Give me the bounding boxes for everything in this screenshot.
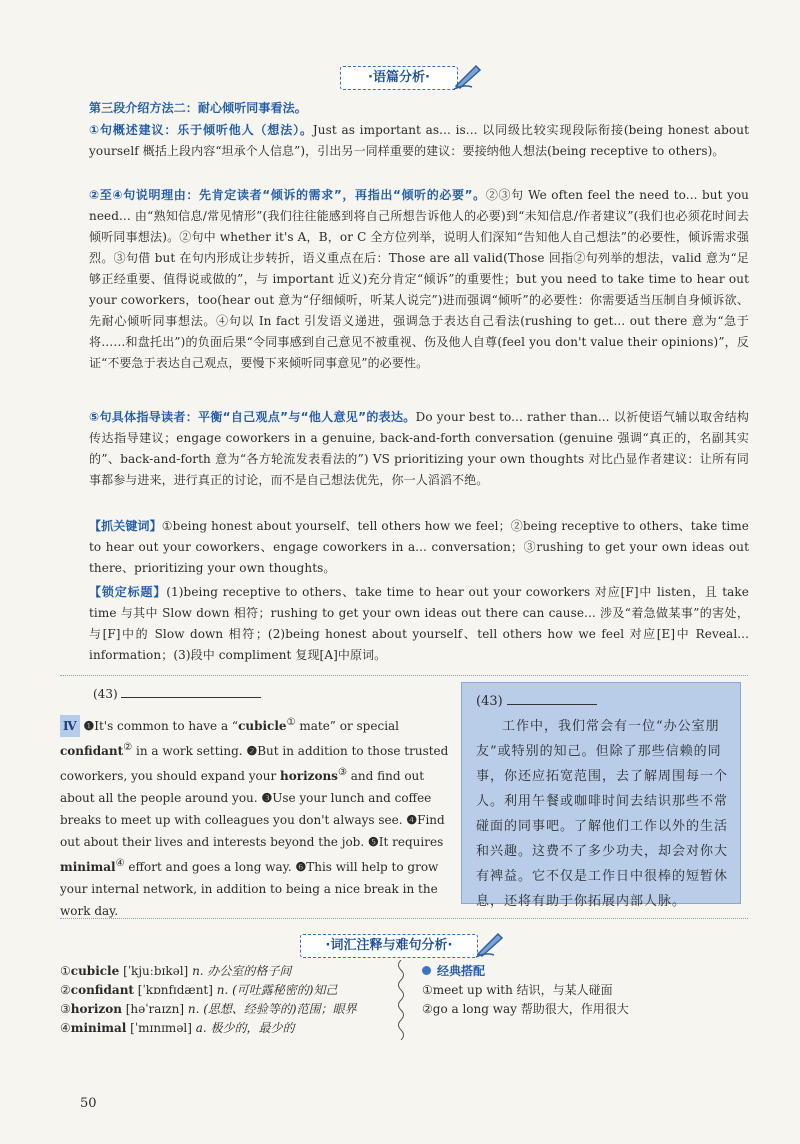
sentence-4: Find out about their lives and interests beyond the job. [60, 813, 445, 849]
section-header-vocab: ·词汇注释与难句分析· [300, 934, 478, 958]
sentence-3-marker: ❸ [261, 791, 273, 805]
keywords-lead: 【抓关键词】 [89, 519, 162, 533]
sentence-1c: in a work setting. [132, 744, 243, 758]
title-lock-text: (1)being receptive to others、take time to hear out your coworkers 对应[F]中 listen，且 take time 与其中 Slow down 相符；rushing to get your own ideas out there can cause... 涉及“着急做某事”的害处，与[F]中的 Slow down 相符；(2)being honest about yourself、tell others how we feel 对应[E]中 Reveal... information；(3)段中 compliment 复现[A]中原词。 [89, 585, 749, 662]
vocab-list [60, 962, 400, 1038]
collocation-item: ②go a long way 帮助很大，作用很大 [422, 1002, 629, 1016]
answer-blank[interactable] [121, 697, 261, 698]
vocab-item: ④minimal [ˈmɪnɪməl] a. 极少的，最少的 [60, 1021, 295, 1035]
sentence-6-marker: ❻ [295, 860, 307, 874]
wavy-divider [396, 960, 406, 1040]
translation-box [461, 682, 741, 909]
para-1-lead: ①句概述建议：乐于倾听他人（想法）。 [89, 123, 313, 137]
para-3-lead: ⑤句具体指导读者：平衡“自己观点”与“他人意见”的表达。 [89, 410, 416, 424]
bullet-icon [422, 966, 431, 975]
page-number: 50 [80, 1096, 97, 1111]
collocation-item: ①meet up with 结识，与某人碰面 [422, 983, 613, 997]
para-2-text: ②③句 We often feel the need to... but you need... 由“熟知信息/常见情形”(我们往往能感到将自己所想告诉他人的必要)到“未知信息/作者建议”(我们也必须花时间去倾听同事想法)。②句中 whether it's A，B，or C 全方位列举，说明人们深知“告知他人自己想法”的必要性，倾诉需求强烈。③句借 but 在句内形成让步转折，语义重点在后：Those are all valid(Those 回指②句列举的想法，valid 意为“足够正经重要、值得说或做的”，与 important 近义)充分肯定“倾诉”的重要性；but you need to take time to hear out your coworkers，too(hear out 意为“仔细倾听，听某人说完”)进而强调“倾听”的必要性：你需要适当压制自身倾诉欲、先耐心倾听同事想法。④句以 In fact 引发语义递进，强调急于表达自己看法(rushing to get... out there 意为“急于将……和盘托出”)的负面后果“令同事感到自己意见不被重视、伤及他人自尊(feel you don't value their opinions)”，反证“不要急于表达自己观点，要慢下来倾听同事意见”的必要性。 [89, 188, 749, 370]
sentence-5-marker: ❺ [368, 835, 379, 849]
question-43 [93, 687, 261, 701]
question-43-label: (43) [93, 687, 118, 701]
vocab-item: ③horizon [həˈraɪzn] n. (思想、经验等的)范围；眼界 [60, 1002, 357, 1016]
sentence-3: Use your lunch and coffee breaks to meet up with colleagues you don't always see. [60, 791, 432, 827]
keywords-text: ①being honest about yourself、tell others how we feel；②being receptive to others、take time to hear out your coworkers、engage coworkers in a... conversation；③rushing to get your own ideas out there、prioritizing your own thoughts。 [89, 519, 749, 575]
sentence-4-marker: ❹ [406, 813, 418, 827]
sentence-2: But in addition to those trusted coworkers, you should expand your [60, 744, 449, 783]
analysis-para-3 [89, 407, 749, 491]
word-horizons: horizons [280, 769, 338, 783]
sentence-5: It requires [378, 835, 444, 849]
title-lock-lead: 【锁定标题】 [89, 585, 167, 599]
sentence-2b: and find out about all the people around you. [60, 769, 425, 805]
pen-icon [474, 928, 508, 958]
sentence-1b: mate” or special [295, 719, 400, 733]
sentence-1: It's common to have a “ [94, 719, 239, 733]
word-confidant: confidant [60, 744, 124, 758]
paragraph-heading: 第三段介绍方法二：耐心倾听同事看法。 [89, 101, 307, 115]
sentence-6: This will help to grow your internal network, in addition to being a nice break in the work day. [60, 860, 439, 918]
translation-text: 工作中，我们常会有一位“办公室朋友”或特别的知己。但除了那些信赖的同事，你还应拓宽范围，去了解周围每一个人。利用午餐或咖啡时间去结识那些不常碰面的同事吧。了解他们工作以外的生活和兴趣。这费不了多少功夫，却会对你大有裨益。它不仅是工作日中很棒的短暂休息，还将有助于你拓展内部人脉。 [476, 719, 729, 909]
divider [60, 675, 748, 676]
collocation-title: 经典搭配 [422, 962, 752, 981]
divider-2 [60, 918, 748, 919]
translation-label: (43) [476, 689, 732, 714]
vocab-item: ②confidant [ˈkɒnfɪdænt] n. (可吐露秘密的)知己 [60, 983, 338, 997]
word-minimal: minimal [60, 860, 116, 874]
sentence-1-marker: ❶ [83, 719, 95, 733]
vocab-item: ①cubicle [ˈkjuːbɪkəl] n. 办公室的格子间 [60, 964, 292, 978]
passage-paragraph: Ⅳ ❶It's common to have a “cubicle① mate” or special confidant② in a work setting. ❷But in addition to those trusted coworkers, you should expand your horizons③ and find out about all the people around you. ❸Use your lunch and coffee breaks to meet up with colleagues you don't always see. ❹Find out about their lives and interests beyond the job. ❺It requires minimal④ effort and goes a long way. ❻This will help to grow your internal network, in addition to being a nice break in the work day. [60, 717, 449, 918]
analysis-para-2 [89, 185, 749, 374]
word-cubicle: cubicle [238, 719, 287, 733]
collocation-section [422, 962, 752, 1019]
pen-icon [452, 60, 486, 90]
paragraph-number: Ⅳ [60, 715, 80, 737]
analysis-para-1 [89, 120, 749, 162]
sentence-5b: effort and goes a long way. [124, 860, 292, 874]
analysis-para-4 [89, 516, 749, 579]
para-3-text: Do your best to... rather than... 以祈使语气辅以取舍结构传达指导建议；engage coworkers in a genuine, back-and-forth conversation (genuine 强调“真正的，名副其实的”、back-and-forth 意为“各方轮流发表看法的”) VS prioritizing your own thoughts 对比凸显作者建议：让所有同事都参与进来，进行真正的讨论，而不是自己想法优先，你一人滔滔不绝。 [89, 410, 749, 487]
analysis-para-5 [89, 582, 749, 666]
para-1-text: Just as important as... is... 以同级比较实现段际衔接(being honest about yourself 概括上段内容“坦承个人信息”)，引出另一同样重要的建议：要接纳他人想法(being receptive to others)。 [89, 123, 749, 158]
section-header-discourse: ·语篇分析· [340, 66, 458, 90]
sentence-2-marker: ❷ [246, 744, 258, 758]
para-2-lead: ②至④句说明理由：先肯定读者“倾诉的需求”，再指出“倾听的必要”。 [89, 188, 486, 202]
